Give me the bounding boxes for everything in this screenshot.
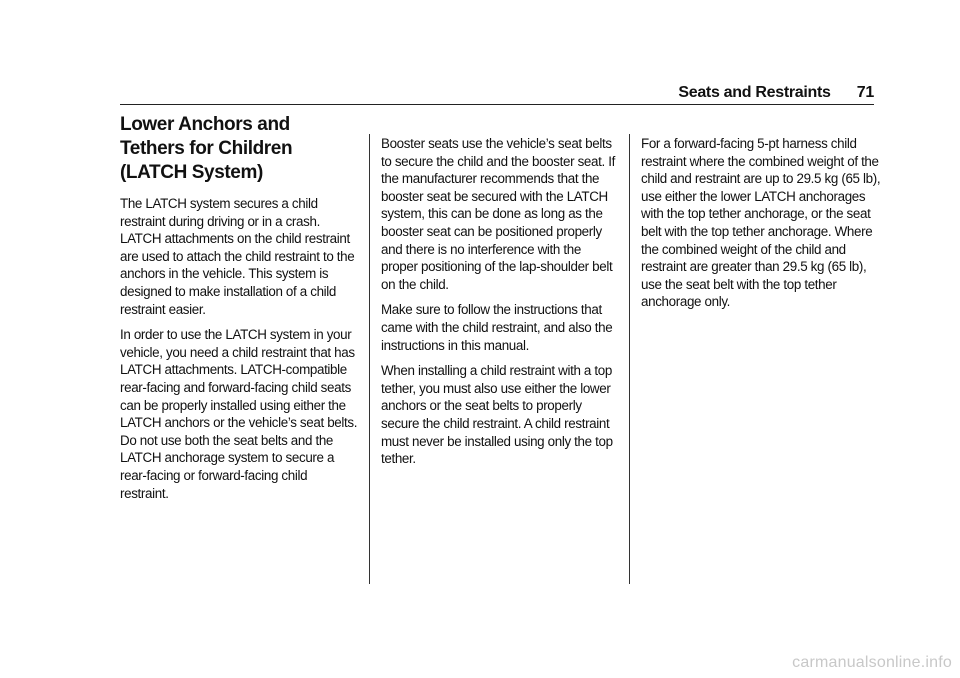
column-divider	[629, 134, 630, 584]
page-number: 71	[856, 84, 874, 101]
paragraph: Booster seats use the vehicle’s seat belts to secure the child and the booster seat. If the manufacturer recommends that the booster seat be secured with the LATCH system, this can be done as long as the booster seat can be positioned properly and there is no interference with the proper positioning of the lap-shoulder belt on the child.	[381, 136, 615, 292]
paragraph: When installing a child restraint with a top tether, you must also use either the lower anchors or the seat belts to properly secure the child restraint. A child restraint must never be installed using only the top tether.	[381, 363, 613, 467]
paragraph: For a forward-facing 5-pt harness child restraint where the combined weight of the child and restraint are up to 29.5 kg (65 lb), use either the lower LATCH anchorages with the top tether anchorage, or the seat belt with the top tether anchorage. Where the combined weight of the child and restraint are greater than 29.5 kg (65 lb), use the seat belt with the top tether anchorage only.	[641, 136, 881, 310]
page-header	[678, 84, 874, 102]
paragraph: The LATCH system secures a child restraint during driving or in a crash. LATCH attachments on the child restraint are used to attach the child restraint to the anchors in the vehicle. This system is designed to make installation of a child restraint easier.	[120, 196, 355, 317]
header-rule	[120, 104, 874, 105]
paragraph: In order to use the LATCH system in your vehicle, you need a child restraint that has LATCH attachments. LATCH-compatible rear-facing and forward-facing child seats can be properly installed using either the LATCH anchors or the vehicle’s seat belts. Do not use both the seat belts and the LATCH anchorage system to secure a rear-facing or forward-facing child restraint.	[120, 327, 358, 501]
watermark: carmanualsonline.info	[792, 654, 952, 671]
section-title: Lower Anchors and Tethers for Children (LATCH System)	[120, 114, 293, 183]
column-divider	[369, 134, 370, 584]
paragraph: Make sure to follow the instructions that came with the child restraint, and also the instructions in this manual.	[381, 302, 613, 353]
column-1	[120, 113, 358, 510]
header-section-name: Seats and Restraints	[678, 84, 831, 101]
column-3	[641, 135, 881, 319]
column-2	[381, 135, 617, 476]
